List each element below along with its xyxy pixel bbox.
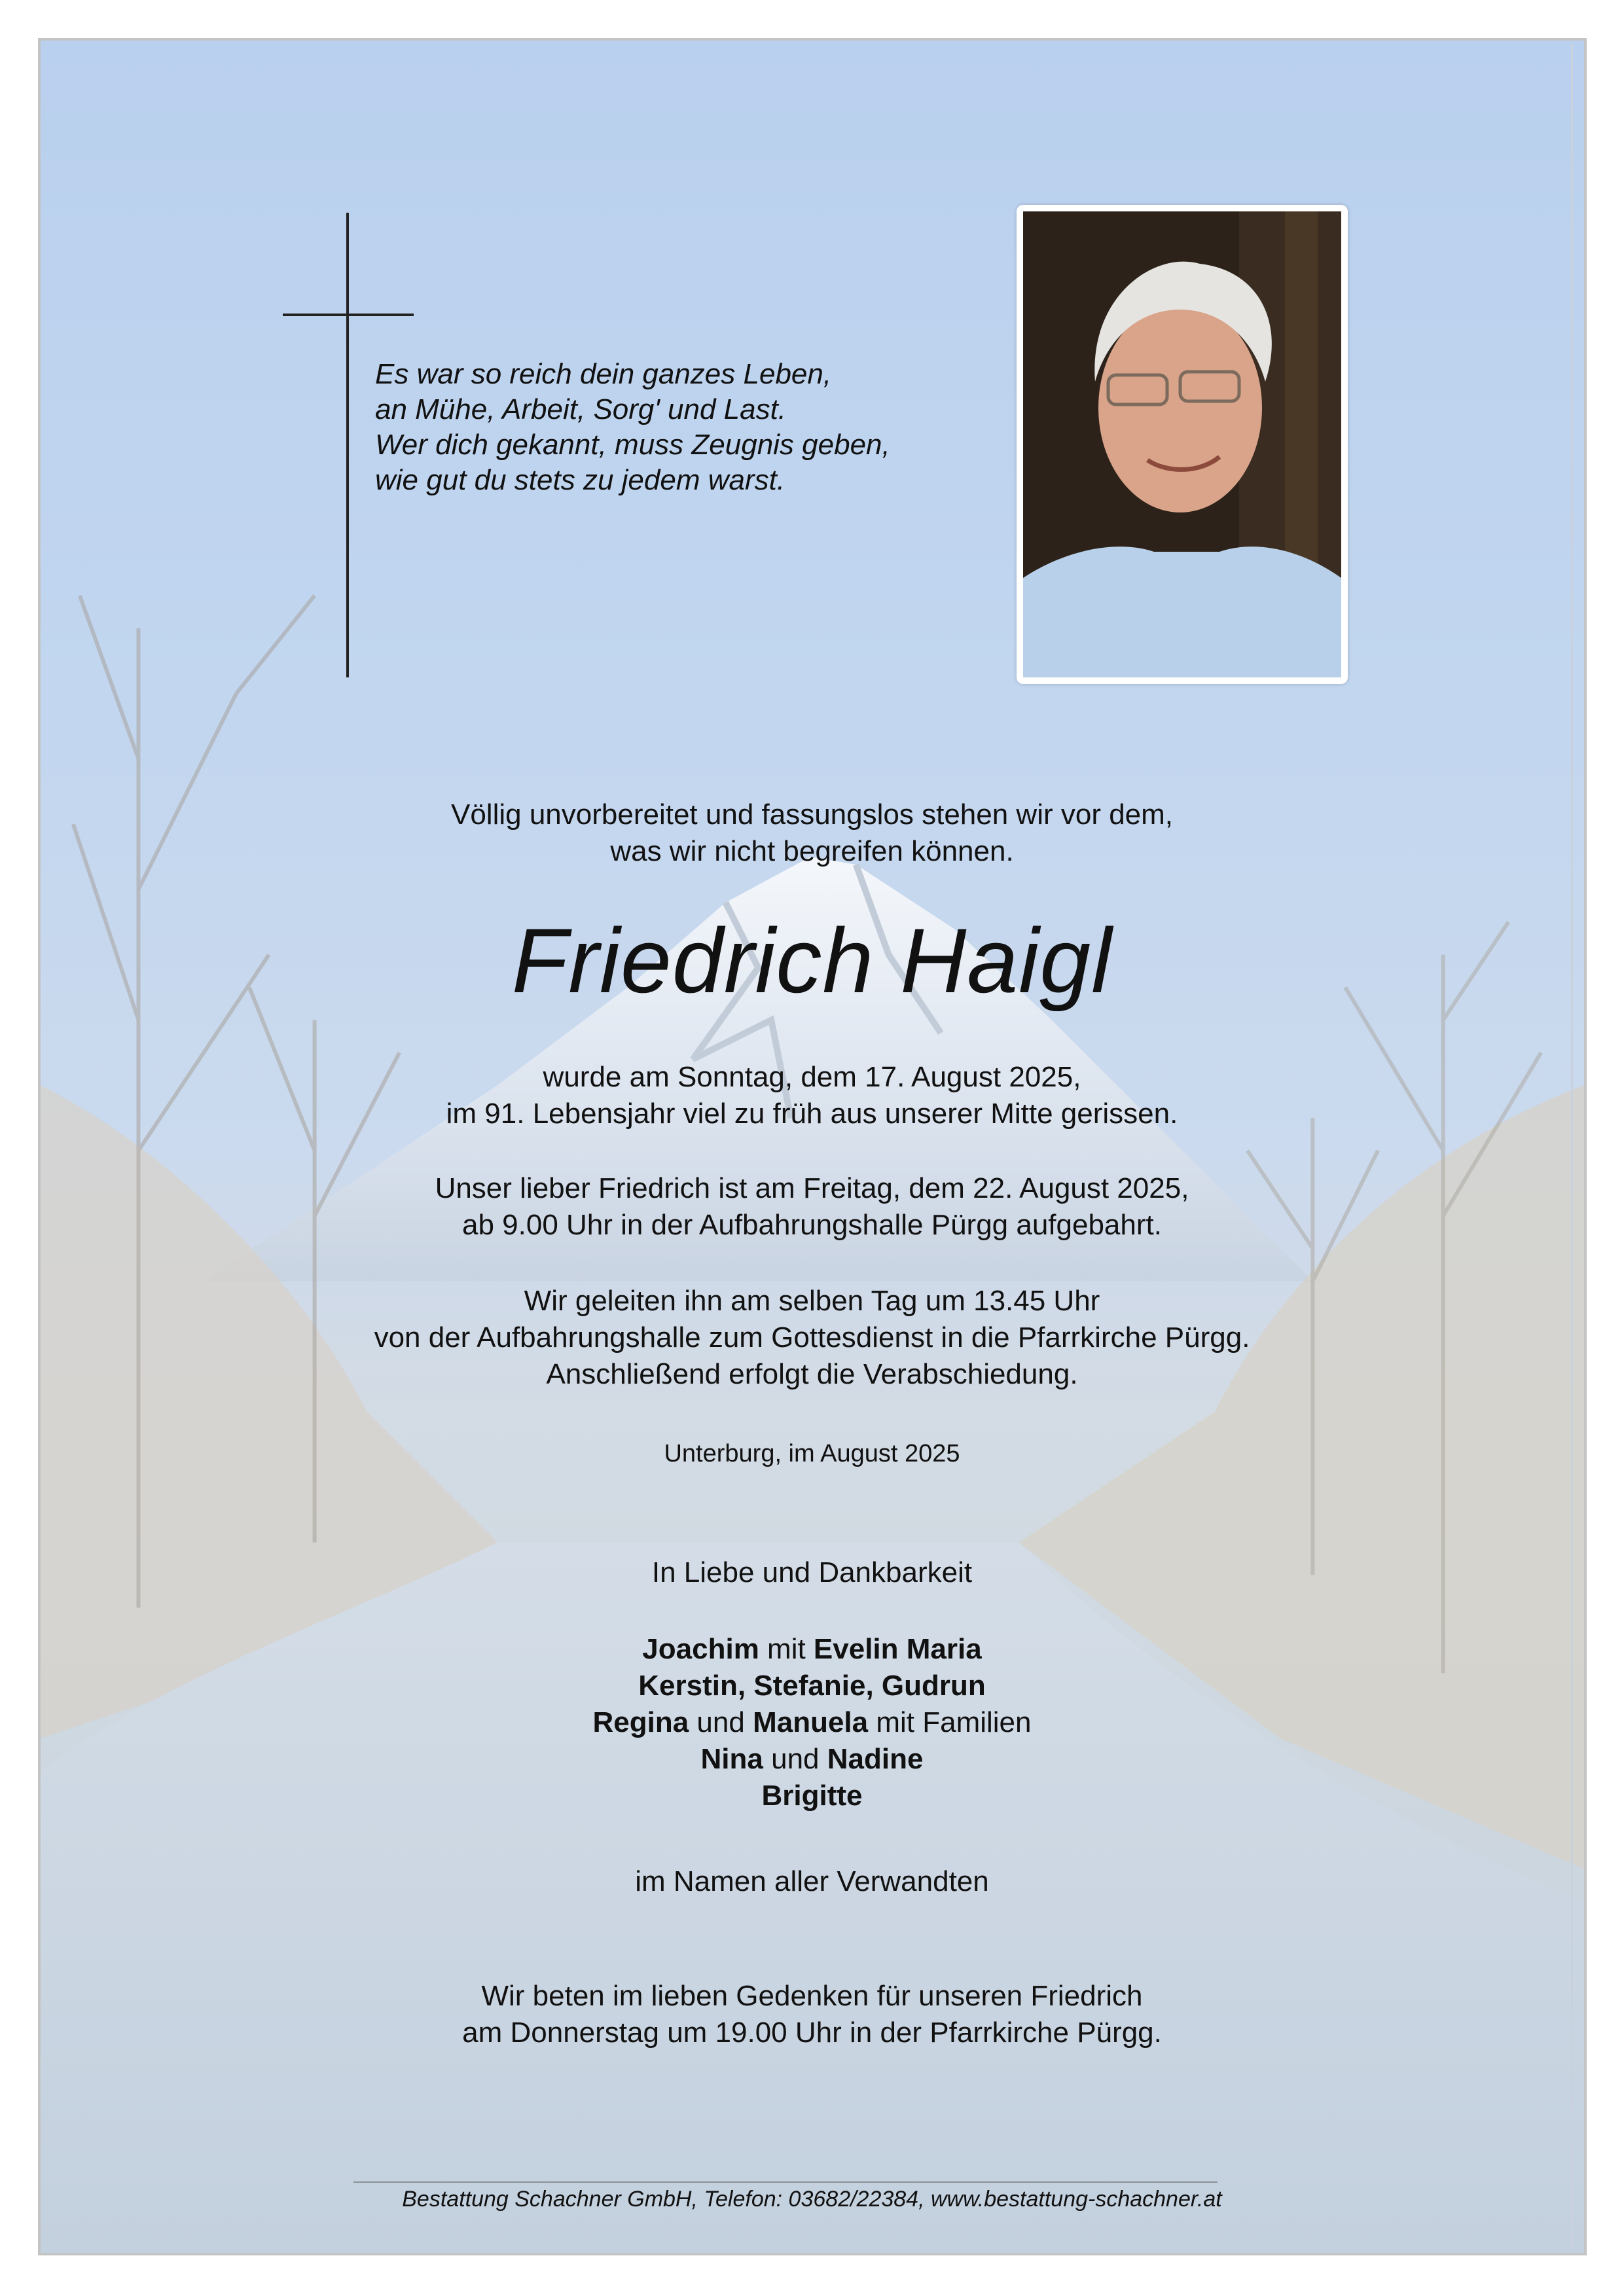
poem [375, 357, 964, 498]
viewing-info [0, 1170, 1624, 1244]
viewing-line: ab 9.00 Uhr in der Aufbahrungshalle Pürgg aufgebahrt. [462, 1209, 1162, 1241]
poem-line: wie gut du stets zu jedem warst. [375, 464, 785, 496]
cross-icon [346, 213, 349, 677]
mourners-list [0, 1631, 1624, 1814]
intro-line: Völlig unvorbereitet und fassungslos stehen wir vor dem, [450, 798, 1174, 831]
footer-contact: Bestattung Schachner GmbH, Telefon: 03682/22384, www.bestattung-schachner.at [402, 2187, 1222, 2212]
relatives-line: im Namen aller Verwandten [635, 1865, 989, 1897]
frame-edge-line [1571, 43, 1573, 2249]
mourners-line: Brigitte [761, 1780, 863, 1812]
mourners-line: Regina und Manuela mit Familien [592, 1706, 1032, 1738]
portrait-image [1023, 211, 1341, 677]
mourners-line: Kerstin, Stefanie, Gudrun [638, 1670, 986, 1702]
funeral-info [0, 1283, 1624, 1393]
viewing-line: Unser lieber Friedrich ist am Freitag, dem 22. August 2025, [435, 1172, 1189, 1204]
death-notice-line: im 91. Lebensjahr viel zu früh aus unserer Mitte gerissen. [446, 1098, 1178, 1130]
funeral-line: von der Aufbahrungshalle zum Gottesdienst in die Pfarrkirche Pürgg. [374, 1321, 1250, 1354]
funeral-line: Anschließend erfolgt die Verabschiedung. [546, 1358, 1078, 1390]
prayer-line: am Donnerstag um 19.00 Uhr in der Pfarrkirche Pürgg. [462, 2017, 1162, 2049]
footer-divider [353, 2181, 1218, 2183]
prayer-info [0, 1978, 1624, 2051]
deceased-name: Friedrich Haigl [511, 909, 1113, 1012]
intro-text [0, 797, 1624, 870]
place-date: Unterburg, im August 2025 [664, 1440, 960, 1467]
mourners-line: Joachim mit Evelin Maria [642, 1633, 982, 1665]
death-notice [0, 1059, 1624, 1132]
cross-icon-bar [283, 314, 414, 316]
death-notice-line: wurde am Sonntag, dem 17. August 2025, [543, 1061, 1081, 1093]
prayer-line: Wir beten im lieben Gedenken für unseren Friedrich [481, 1980, 1143, 2012]
portrait-photo [1017, 205, 1348, 684]
mourners-line: Nina und Nadine [700, 1743, 924, 1775]
poem-line: Wer dich gekannt, muss Zeugnis geben, [375, 429, 890, 461]
intro-line: was wir nicht begreifen können. [610, 835, 1014, 867]
poem-line: Es war so reich dein ganzes Leben, [375, 358, 832, 390]
poem-line: an Mühe, Arbeit, Sorg' und Last. [375, 393, 787, 425]
gratitude: In Liebe und Dankbarkeit [651, 1556, 973, 1588]
funeral-line: Wir geleiten ihn am selben Tag um 13.45 Uhr [524, 1285, 1100, 1317]
